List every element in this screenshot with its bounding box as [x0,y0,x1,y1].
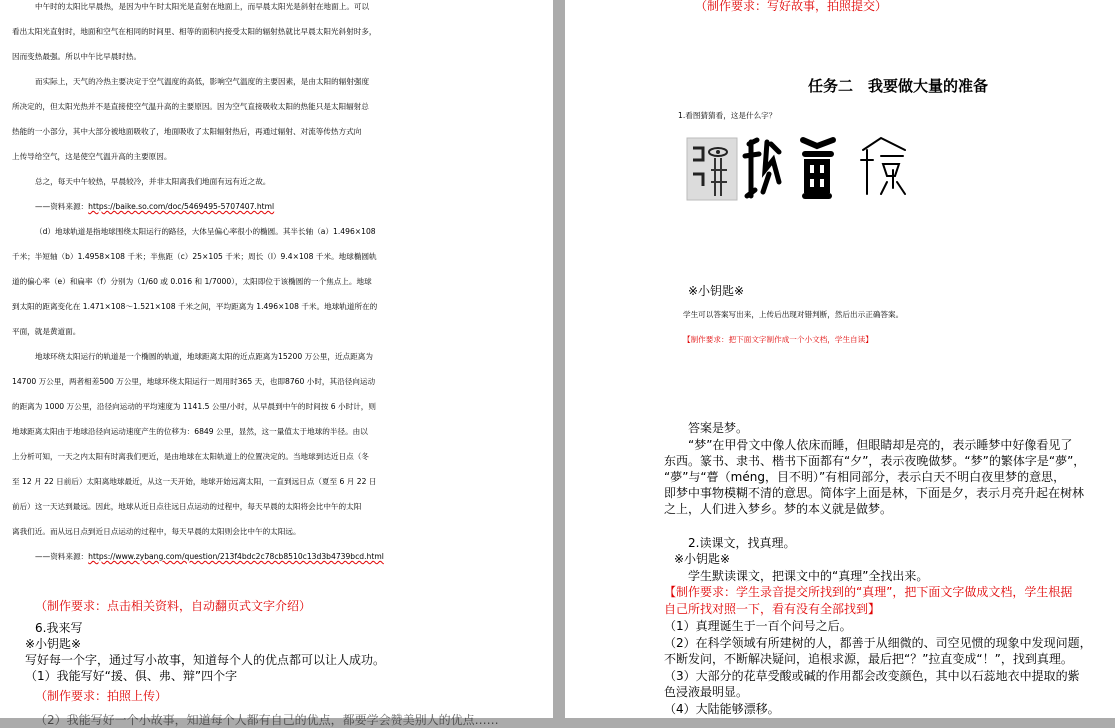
source2-link[interactable]: https://www.zybang.com/question/213f4bdc2c78cb8510c13d3b4739bcd.html [88,552,384,561]
glyph-seal-meng [861,138,905,194]
question-1: 1.看图猜猜看，这是什么字？ [678,111,777,120]
truth-item: （3）大部分的花草受酸或碱的作用都会改变颜色，其中以石蕊地衣中提取的紫 [664,669,1080,683]
requirement-auto-page: （制作要求：点击相关资料，自动翻页式文字介绍） [35,599,312,613]
hint-2: 学生默读课文，把课文中的“真理”全找出来。 [688,569,929,583]
requirement-record-line: 【制作要求：学生录音提交所找到的“真理”，把下面文字做成文档，学生根据 [664,585,1073,599]
glyph-oracle-photo [687,138,737,200]
truth-item: 不断发问，不断解决疑问，追根求源，最后把“？”拉直变成“！”，找到真理。 [664,652,1073,666]
requirement-record-line: 自己所找对照一下，看有没有全部找到】 [664,602,881,616]
para2-line: 上传导给空气，这是使空气温升高的主要原因。 [12,152,172,161]
para4-line: 道的偏心率（e）和扁率（f）分别为（1/60 或 0.016 和 1/7000），太阳即位于该椭圆的一个焦点上。地球 [12,277,372,286]
glyph-oracle-ink [745,140,779,196]
para1-line: 因而变热最强。所以中午比早晨时热。 [12,52,142,61]
para3: 总之，每天中午较热，早晨较冷，并非太阳离我们地面有远有近之故。 [35,177,271,186]
item6-heading: 6.我来写 [35,621,83,635]
requirement-photo: （制作要求：拍照上传） [35,689,168,703]
para5-line: 地球环绕太阳运行的轨道是一个椭圆的轨道，地球距离太阳的近点距离为15200 万公里，近点距离为 [35,352,373,361]
key-tip-2: ※小钥匙※ [674,552,731,566]
explanation-line: 东西。篆书、隶书、楷书下面都有“夕”，表示夜晚做梦。“梦”的繁体字是“夢”， [664,454,1086,468]
explanation-line: 即梦中事物模糊不清的意思。简体字上面是林，下面是夕，表示月亮升起在树林 [664,486,1085,500]
para4-line: 千米；半短轴（b）1.4958×108 千米；半焦距（c）25×105 千米；周长（l）9.4×108 千米。地球椭圆轨 [12,252,377,261]
source2 [35,551,384,562]
para1-line: 中午时的太阳比早晨热，是因为中午时太阳光是直射在地面上，而早晨太阳光是斜射在地面上。可以 [35,2,370,11]
explanation-line: 之上，人们进入梦乡。梦的本义就是做梦。 [664,502,893,516]
source1-link[interactable]: https://baike.so.com/doc/5469495-5707407.html [88,202,275,211]
document-page-left [0,0,553,727]
para5-line: 地球距离太阳由于地球沿径向运动速度产生的位移为：6849 公里，显然，这一量值太于地球的半径。由以 [12,427,368,436]
answer: 答案是梦。 [688,421,749,435]
line-a: 写好每一个字，通过写小故事，知道每个人的优点都可以让人成功。 [25,653,386,667]
para5-line: 至 12 月 22 日前后）太阳离地球最近，从这一天开始，地球开始远离太阳，一直到远日点（夏至 6 月 22 日 [12,477,377,486]
source1-label: ——资料来源： [35,202,89,211]
document-page-right [565,0,1115,718]
truth-item: （4）大陆能够漂移。 [664,702,780,716]
truth-item: （1）真理诞生于一百个问号之后。 [664,619,852,633]
para1-line: 看出太阳光直射时，地面和空气在相同的时间里、相等的面积内接受太阳的辐射热就比早晨太阳光斜射时多， [12,27,377,36]
source2-label: ——资料来源： [35,552,89,561]
explanation-line: “梦”在甲骨文中像人依床而睡，但眼睛却是亮的，表示睡梦中好像看见了 [688,438,1073,452]
hint-1: 学生可以答案写出来，上传后出现对错判断，然后出示正确答案。 [683,310,904,319]
line-b: （1）我能写好“援、俱、弗、辩”四个字 [25,669,238,683]
para4-line: 平面，就是黄道面。 [12,327,81,336]
requirement-doc: 【制作要求：把下面文字制作成一个小文档，学生自读】 [683,335,873,344]
para5-line: 14700 万公里，两者相差500 万公里，地球环绕太阳运行一周用时365 天，也即8760 小时，其沿径向运动 [12,377,376,386]
requirement-top: （制作要求：写好故事，拍照提交） [695,0,888,13]
glyph-bronze-meng [803,140,833,196]
para5-line: 的距离为 1000 万公里，沿径向运动的平均速度为 1141.5 公里/小时，从早晨到中午的时间按 6 小时计，则 [12,402,376,411]
para4-line: （d）地球轨道是指地球围绕太阳运行的路径，大体呈偏心率很小的椭圆。其半长轴（a）1.496×108 [35,227,376,236]
key-tip-1: ※小钥匙※ [688,284,745,298]
truth-item: （2）在科学领域有所建树的人，都善于从细微的、司空见惯的现象中发现问题， [664,636,1092,650]
para5-line: 离我们近。而从远日点到近日点运动的过程中，每天早晨的太阳则会比中午的太阳远。 [12,527,301,536]
source1 [35,201,274,212]
para2-line: 而实际上，天气的冷热主要决定于空气温度的高低，影响空气温度的主要因素，是由太阳的辐射强度 [35,77,370,86]
task-title: 任务二 我要做大量的准备 [808,77,989,95]
para5-line: 前后）这一天达到最远。因此，地球从近日点往远日点运动的过程中，每天早晨的太阳将会比中午的太阳 [12,502,362,511]
para5-line: 上分析可知，一天之内太阳有时离我们更近，是由地球在太阳轨道上的位置决定的。当地球到达近日点（冬 [12,452,369,461]
item2-heading: 2.读课文，找真理。 [688,536,796,550]
cutoff-line: （2）我能写好一个小故事，知道每个人都有自己的优点，都要学会赞美别人的优点…… [35,713,499,727]
key-tip: ※小钥匙※ [25,637,82,651]
ancient-glyph-images [683,130,923,204]
para2-line: 所决定的，但太阳光热并不是直接使空气温升高的主要原因。因为空气直接吸收太阳的热能只是太阳辐射总 [12,102,369,111]
truth-item: 色浸液最明显。 [664,685,749,699]
para4-line: 到太阳的距离变化在 1.471×108～1.521×108 千米之间，平均距离为 1.496×108 千米。地球轨道所在的 [12,302,378,311]
para2-line: 热能的一小部分，其中大部分被地面吸收了，地面吸收了太阳辐射热后，再通过辐射、对流等传热方式向 [12,127,362,136]
explanation-line: “夢”与“瞢（méng，目不明）”有相同部分，表示白天不明白夜里梦的意思， [664,470,1066,484]
